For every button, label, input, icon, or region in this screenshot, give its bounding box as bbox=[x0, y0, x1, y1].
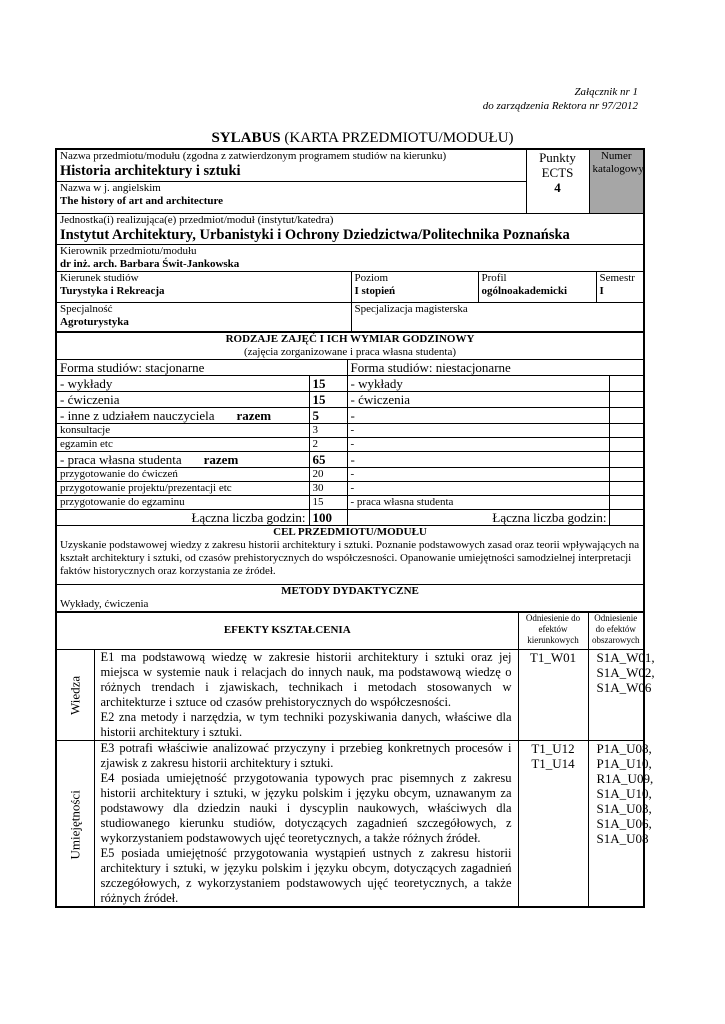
effects-title: EFEKTY KSZTAŁCENIA bbox=[56, 612, 518, 650]
course-name-label: Nazwa przedmiotu/modułu (zgodna z zatwierdzonym programem studiów na kierunku) bbox=[60, 150, 447, 162]
full-time-label: Forma studiów: stacjonarne bbox=[56, 359, 347, 375]
effects-area-ref: P1A_U08, P1A_U10, R1A_U09, S1A_U10, S1A_U03, S1A_U06, S1A_U08 bbox=[588, 741, 644, 908]
methods-title: METODY DYDAKTYCZNE bbox=[281, 584, 419, 597]
english-name-label: Nazwa w j. angielskim bbox=[60, 181, 161, 194]
effect-text: E2 zna metody i narzędzia, w tym techniki pozyskiwania danych, właściwe dla historii architektury i sztuki. bbox=[100, 710, 512, 739]
activity-part-time: - bbox=[347, 437, 610, 451]
activity-part-time-hours bbox=[610, 481, 644, 495]
activity-part-time: - bbox=[347, 481, 610, 495]
activity-hours: 15 bbox=[309, 391, 347, 407]
level-label: Poziom bbox=[354, 271, 389, 284]
activity-part-time-hours bbox=[610, 437, 644, 451]
activity-label bbox=[56, 495, 309, 509]
activity-label bbox=[56, 451, 309, 467]
activity-name: - wykłady bbox=[60, 375, 113, 391]
total-hours-part-time-value bbox=[610, 509, 644, 525]
specialty-label: Specjalność bbox=[60, 302, 113, 315]
activity-name: przygotowanie do ćwiczeń bbox=[60, 467, 178, 480]
catalog-number-cell bbox=[589, 149, 644, 213]
activity-hours: 15 bbox=[309, 495, 347, 509]
part-time-label: Forma studiów: niestacjonarne bbox=[347, 359, 644, 375]
activity-label bbox=[56, 391, 309, 407]
profile-cell bbox=[478, 271, 596, 302]
activity-part-time-hours bbox=[610, 407, 644, 423]
activity-hours: 5 bbox=[309, 407, 347, 423]
specialty-value: Agroturystyka bbox=[60, 315, 129, 328]
effect-text: E4 posiada umiejętność przygotowania typowych prac pisemnych z zakresu historii architektury i sztuki, w języku polskim i języku obcym, uznawanym za podstawowy dla dziedzin nauki i dyscyplin naukowych, właściwych dla studiowanego kierunku studiów, dotyczących zagadnień szczegółowych, z wykorzystaniem podstawowych ujęć teoretycznych, a także różnych źródeł. bbox=[100, 771, 512, 845]
effects-field-ref-header: Odniesienie do efektów kierunkowych bbox=[518, 612, 588, 650]
unit-table bbox=[55, 213, 645, 272]
effect-text: E1 ma podstawową wiedzę w zakresie historii architektury i sztuki oraz jej miejsca w systemie nauk i relacjach do innych nauk, ma podstawową wiedzę o różnych trendach i zjawiskach, technikach i metodach stosowanych w architekturze i sztuce od czasów prehistorycznych do współczesności. bbox=[100, 650, 512, 709]
activity-part-time-hours bbox=[610, 375, 644, 391]
course-name: Historia architektury i sztuki bbox=[60, 163, 241, 179]
methods-text: Wykłady, ćwiczenia bbox=[60, 597, 149, 610]
activity-part-time-hours bbox=[610, 467, 644, 481]
syllabus-table bbox=[55, 149, 655, 908]
hours-row bbox=[56, 495, 644, 509]
activity-hours: 2 bbox=[309, 437, 347, 451]
profile-label: Profil bbox=[481, 271, 507, 284]
unit-label: Jednostka(i) realizująca(e) przedmiot/moduł (instytut/katedra) bbox=[60, 213, 334, 226]
catalog-label: Numer bbox=[600, 150, 632, 162]
activity-label bbox=[56, 467, 309, 481]
activity-name: - inne z udziałem nauczyciela bbox=[60, 407, 215, 423]
effect-text: E3 potrafi właściwie analizować przyczyny i przebieg konkretnych procesów i zjawisk z zakresu historii architektury i sztuki. bbox=[100, 741, 512, 770]
activity-hours: 65 bbox=[309, 451, 347, 467]
activity-total-marker: razem bbox=[236, 407, 272, 423]
unit-cell bbox=[56, 213, 644, 244]
activity-label bbox=[56, 481, 309, 495]
activity-label bbox=[56, 437, 309, 451]
activity-label bbox=[56, 407, 309, 423]
hours-row bbox=[56, 375, 644, 391]
activity-label bbox=[56, 375, 309, 391]
semester-value: I bbox=[599, 284, 604, 297]
effects-field-ref: T1_U12 T1_U14 bbox=[518, 741, 588, 908]
activity-name: egzamin etc bbox=[60, 437, 113, 450]
hours-table bbox=[55, 331, 645, 526]
activity-name: - praca własna studenta bbox=[60, 451, 182, 467]
field-value: Turystyka i Rekreacja bbox=[60, 284, 165, 297]
effects-area-ref: S1A_W01, S1A_W02, S1A_W06 bbox=[588, 650, 644, 741]
hours-row bbox=[56, 451, 644, 467]
english-name-cell bbox=[56, 181, 526, 213]
field-cell bbox=[56, 271, 351, 302]
semester-label: Semestr bbox=[599, 271, 635, 284]
effects-group-row bbox=[56, 650, 644, 741]
hours-row bbox=[56, 481, 644, 495]
profile-value: ogólnoakademicki bbox=[481, 284, 568, 297]
hours-title: RODZAJE ZAJĘĆ I ICH WYMIAR GODZINOWY bbox=[225, 332, 475, 345]
effects-description bbox=[94, 741, 518, 908]
activity-part-time-hours bbox=[610, 451, 644, 467]
hours-title-cell bbox=[56, 332, 644, 360]
specialty-cell bbox=[56, 302, 351, 331]
head-name: dr inż. arch. Barbara Świt-Jankowska bbox=[60, 257, 240, 270]
activity-hours: 20 bbox=[309, 467, 347, 481]
activity-part-time: - bbox=[347, 451, 610, 467]
activity-part-time-hours bbox=[610, 495, 644, 509]
master-specialty-label: Specjalizacja magisterska bbox=[354, 302, 468, 315]
level-cell bbox=[351, 271, 478, 302]
attachment-reference: do zarządzenia Rektora nr 97/2012 bbox=[482, 100, 638, 112]
activity-hours: 15 bbox=[309, 375, 347, 391]
course-info-table bbox=[55, 148, 645, 214]
activity-hours: 3 bbox=[309, 423, 347, 437]
head-cell bbox=[56, 244, 644, 271]
activity-hours: 30 bbox=[309, 481, 347, 495]
ects-value: 4 bbox=[554, 180, 561, 195]
semester-cell bbox=[596, 271, 644, 302]
activity-name: przygotowanie projektu/prezentacji etc bbox=[60, 481, 232, 494]
head-label: Kierownik przedmiotu/modułu bbox=[60, 244, 197, 257]
hours-row bbox=[56, 423, 644, 437]
catalog-label-2: katalogowy bbox=[592, 163, 644, 175]
effects-description bbox=[94, 650, 518, 741]
effects-group-name: Wiedza bbox=[56, 650, 94, 741]
activity-part-time: - bbox=[347, 407, 610, 423]
goal-table bbox=[55, 525, 645, 612]
activity-name: konsultacje bbox=[60, 423, 111, 436]
activity-part-time: - ćwiczenia bbox=[347, 391, 610, 407]
total-hours-label-part-time: Łączna liczba godzin: bbox=[347, 509, 610, 525]
level-value: I stopień bbox=[354, 284, 396, 297]
unit-name: Instytut Architektury, Urbanistyki i Ochrony Dziedzictwa/Politechnika Poznańska bbox=[60, 226, 570, 243]
methods-cell bbox=[56, 584, 644, 611]
ects-label-2: ECTS bbox=[541, 165, 574, 180]
master-specialty-cell bbox=[351, 302, 644, 331]
ects-cell bbox=[526, 149, 589, 213]
attachment-number: Załącznik nr 1 bbox=[574, 86, 638, 98]
activity-part-time-hours bbox=[610, 391, 644, 407]
activity-part-time: - praca własna studenta bbox=[347, 495, 610, 509]
activity-total-marker: razem bbox=[203, 451, 239, 467]
goal-title: CEL PRZEDMIOTU/MODUŁU bbox=[273, 525, 427, 538]
title-bold: SYLABUS bbox=[211, 130, 281, 146]
effect-text: E5 posiada umiejętność przygotowania wystąpień ustnych z zakresu historii architektury i sztuki, w języku polskim i języku obcym, dotyczących zagadnień szczegółowych, z wykorzystaniem podstawowych ujęć teoretycznych, a także różnych źródeł. bbox=[100, 846, 512, 905]
ects-label: Punkty bbox=[539, 150, 576, 165]
effects-field-ref: T1_W01 bbox=[518, 650, 588, 741]
activity-name: - ćwiczenia bbox=[60, 391, 120, 407]
activity-part-time-hours bbox=[610, 423, 644, 437]
activity-name: przygotowanie do egzaminu bbox=[60, 495, 185, 508]
effects-group-row bbox=[56, 741, 644, 908]
activity-part-time: - bbox=[347, 467, 610, 481]
total-hours-value: 100 bbox=[309, 509, 347, 525]
english-name: The history of art and architecture bbox=[60, 194, 224, 207]
title-rest: (KARTA PRZEDMIOTU/MODUŁU) bbox=[280, 130, 514, 146]
goal-text: Uzyskanie podstawowej wiedzy z zakresu historii architektury i sztuki. Poznanie podstawowych zasad oraz teorii wpływających na kształt architektury i sztuki, od czasów prehistorycznych do współczesności. Opanowanie umiejętności samodzielnej interpretacji faktów historycznych oraz korzystania ze źródeł. bbox=[60, 538, 640, 577]
effects-table bbox=[55, 611, 655, 909]
field-label: Kierunek studiów bbox=[60, 271, 139, 284]
activity-label bbox=[56, 423, 309, 437]
hours-subtitle: (zajęcia zorganizowane i praca własna studenta) bbox=[243, 345, 457, 358]
activity-part-time: - wykłady bbox=[347, 375, 610, 391]
study-info-table bbox=[55, 271, 645, 332]
activity-part-time: - bbox=[347, 423, 610, 437]
effects-area-ref-header: Odniesienie do efektów obszarowych bbox=[588, 612, 644, 650]
hours-row bbox=[56, 407, 644, 423]
effects-group-name: Umiejętności bbox=[56, 741, 94, 908]
goal-cell bbox=[56, 525, 644, 584]
course-name-cell bbox=[56, 149, 526, 181]
hours-row bbox=[56, 437, 644, 451]
hours-row bbox=[56, 467, 644, 481]
page-title bbox=[0, 130, 725, 147]
hours-row bbox=[56, 391, 644, 407]
attachment-header bbox=[483, 85, 638, 113]
total-hours-label: Łączna liczba godzin: bbox=[56, 509, 309, 525]
